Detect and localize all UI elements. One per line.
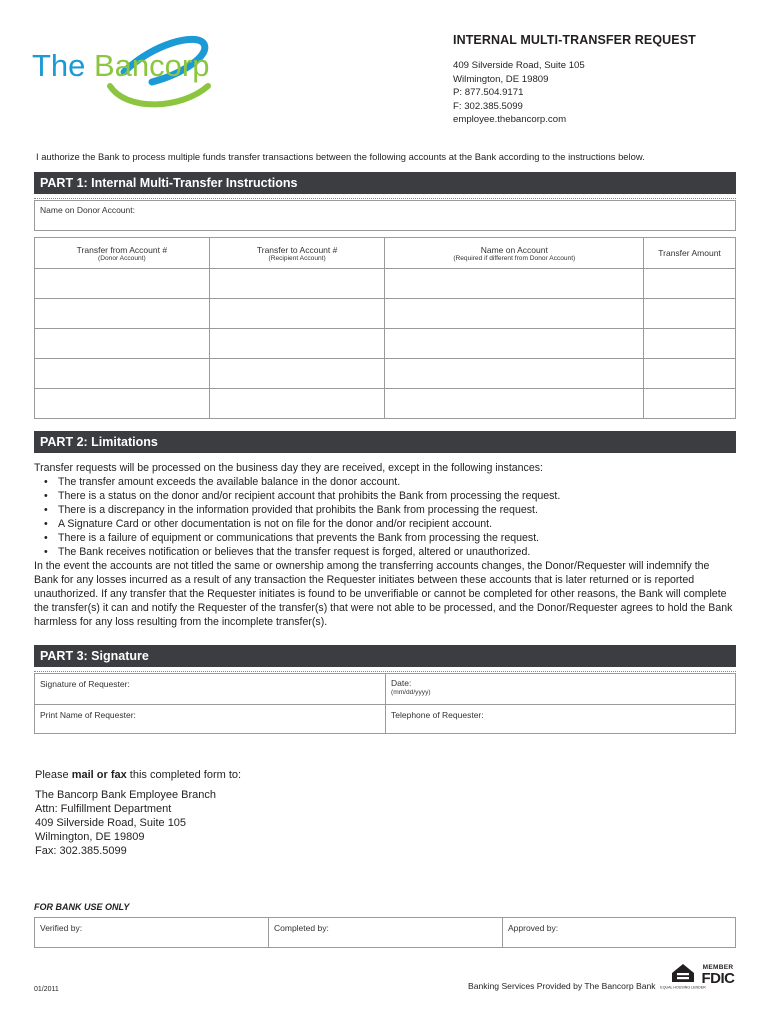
table-row [35,359,736,389]
donor-name-field[interactable] [34,200,736,231]
authorization-statement: I authorize the Bank to process multiple funds transfer transactions between the following accounts at the Bank according to the instructions below. [36,151,645,162]
transfer-from-cell[interactable] [35,329,210,359]
transfer-amount-cell[interactable] [644,299,736,329]
list-item: • The transfer amount exceeds the available balance in the donor account. [58,475,736,489]
transfer-from-cell[interactable] [35,269,210,299]
transfer-to-cell[interactable] [209,389,385,419]
name-on-account-cell[interactable] [385,269,644,299]
mail-bold: mail or fax [71,769,127,781]
col-label: Transfer to Account # [256,244,338,255]
approved-by-label: Approved by: [508,923,559,933]
list-item: • There is a failure of equipment or communications that prevents the Bank from processing the request. [58,531,736,545]
limitations-list [34,475,736,559]
transfer-from-cell[interactable] [35,299,210,329]
transfer-amount-cell[interactable] [644,329,736,359]
telephone-label: Telephone of Requester: [391,710,484,720]
date-label: Date: [391,678,412,688]
verified-by-label: Verified by: [40,923,83,933]
transfer-to-cell[interactable] [209,269,385,299]
equal-housing-lender-icon [660,961,706,991]
date-format-hint: (mm/dd/yyyy) [391,689,431,696]
col-transfer-to [209,238,385,269]
table-row [35,269,736,299]
col-name-on-account [385,238,644,269]
fax-line: Fax: 302.385.5099 [35,845,127,857]
name-on-account-cell[interactable] [385,299,644,329]
transfer-to-cell[interactable] [209,299,385,329]
fax-line: F: 302.385.5099 [453,100,523,112]
fdic-text: FDIC [701,970,735,987]
mail-intro [35,768,241,782]
part1-header: PART 1: Internal Multi-Transfer Instructions [34,172,736,194]
mail-prefix: Please [35,769,72,781]
col-transfer-from [35,238,210,269]
banking-services-note: Banking Services Provided by The Bancorp Bank [468,981,656,991]
logo-text-the: The [32,48,86,83]
member-text: MEMBER [702,964,734,971]
col-label: Name on Account [480,244,548,255]
logo-text-bancorp: Bancorp [94,48,210,83]
table-row [35,299,736,329]
fdic-member-badge [699,964,737,992]
limitations-section [34,461,736,629]
name-on-account-cell[interactable] [385,389,644,419]
form-revision-date: 01/2011 [34,986,59,993]
part2-header: PART 2: Limitations [34,431,736,453]
name-on-account-cell[interactable] [385,359,644,389]
table-row [35,389,736,419]
col-sublabel: (Required if different from Donor Account) [453,254,576,262]
logo-swoosh-green [110,86,208,104]
col-sublabel: (Donor Account) [98,254,146,262]
address-line: Attn: Fulfillment Department [35,803,172,815]
signature-field[interactable] [34,673,386,705]
transfer-amount-cell[interactable] [644,389,736,419]
address-line: The Bancorp Bank Employee Branch [35,789,216,801]
list-item: • The Bank receives notification or believes that the transfer request is forged, altered or unauthorized. [58,545,736,559]
part3-header: PART 3: Signature [34,645,736,667]
name-on-account-cell[interactable] [385,329,644,359]
col-label: Transfer from Account # [76,244,168,255]
mail-suffix: this completed form to: [126,769,242,781]
col-transfer-amount [644,238,736,269]
limitations-intro: Transfer requests will be processed on the business day they are received, except in the following instances: [34,462,543,474]
divider [34,198,736,199]
transfer-to-cell[interactable] [209,329,385,359]
telephone-field[interactable] [385,704,736,734]
approved-by-field[interactable] [502,917,736,948]
mailing-address [35,788,241,858]
transfer-amount-cell[interactable] [644,359,736,389]
list-item: • A Signature Card or other documentation is not on file for the donor and/or recipient account. [58,517,736,531]
completed-by-label: Completed by: [274,923,329,933]
print-name-label: Print Name of Requester: [40,710,136,720]
transfer-from-cell[interactable] [35,359,210,389]
bancorp-logo [32,34,237,106]
list-item: • There is a discrepancy in the information provided that prohibits the Bank from processing the request. [58,503,736,517]
phone-line: P: 877.504.9171 [453,87,524,99]
verified-by-field[interactable] [34,917,269,948]
transfer-to-cell[interactable] [209,359,385,389]
website-line: employee.thebancorp.com [453,114,567,126]
bank-use-title: FOR BANK USE ONLY [34,902,130,912]
table-header-row [35,238,736,269]
address-line: 409 Silverside Road, Suite 105 [35,817,187,829]
signature-label: Signature of Requester: [40,679,130,689]
col-label: Transfer Amount [658,248,721,258]
col-sublabel: (Recipient Account) [268,254,326,262]
address-line: 409 Silverside Road, Suite 105 [453,60,585,71]
indemnity-paragraph: In the event the accounts are not titled the same or ownership among the transferring accounts changes, the Donor/Requester will indemnify the Bank for any losses incurred as a result of any transaction the Requester initiates between these accounts that is later returned or is reported unauthorized. If any transfer that the Requester initiates is found to be unverifiable or cannot be completed for other reasons, the Bank will complete the transfer(s) it can and notify the Requester of the transfer(s) that were not able to be processed, and the Donor/Requester agrees to hold the Bank harmless for any loss resulting from the incomplete transfer(s). [34,560,733,628]
transfer-table [34,237,736,419]
transfer-amount-cell[interactable] [644,269,736,299]
divider [34,671,736,672]
completed-by-field[interactable] [268,917,503,948]
date-field[interactable] [385,673,736,705]
address-line: Wilmington, DE 19809 [453,73,549,85]
form-title: INTERNAL MULTI-TRANSFER REQUEST [453,33,696,47]
mail-instructions [35,768,241,858]
list-item: • There is a status on the donor and/or recipient account that prohibits the Bank from processing the request. [58,489,736,503]
header-address [453,59,585,127]
address-line: Wilmington, DE 19809 [35,831,145,843]
print-name-field[interactable] [34,704,386,734]
transfer-from-cell[interactable] [35,389,210,419]
table-row [35,329,736,359]
ehl-caption: EQUAL HOUSING LENDER [660,985,706,990]
donor-name-label: Name on Donor Account: [40,205,135,215]
